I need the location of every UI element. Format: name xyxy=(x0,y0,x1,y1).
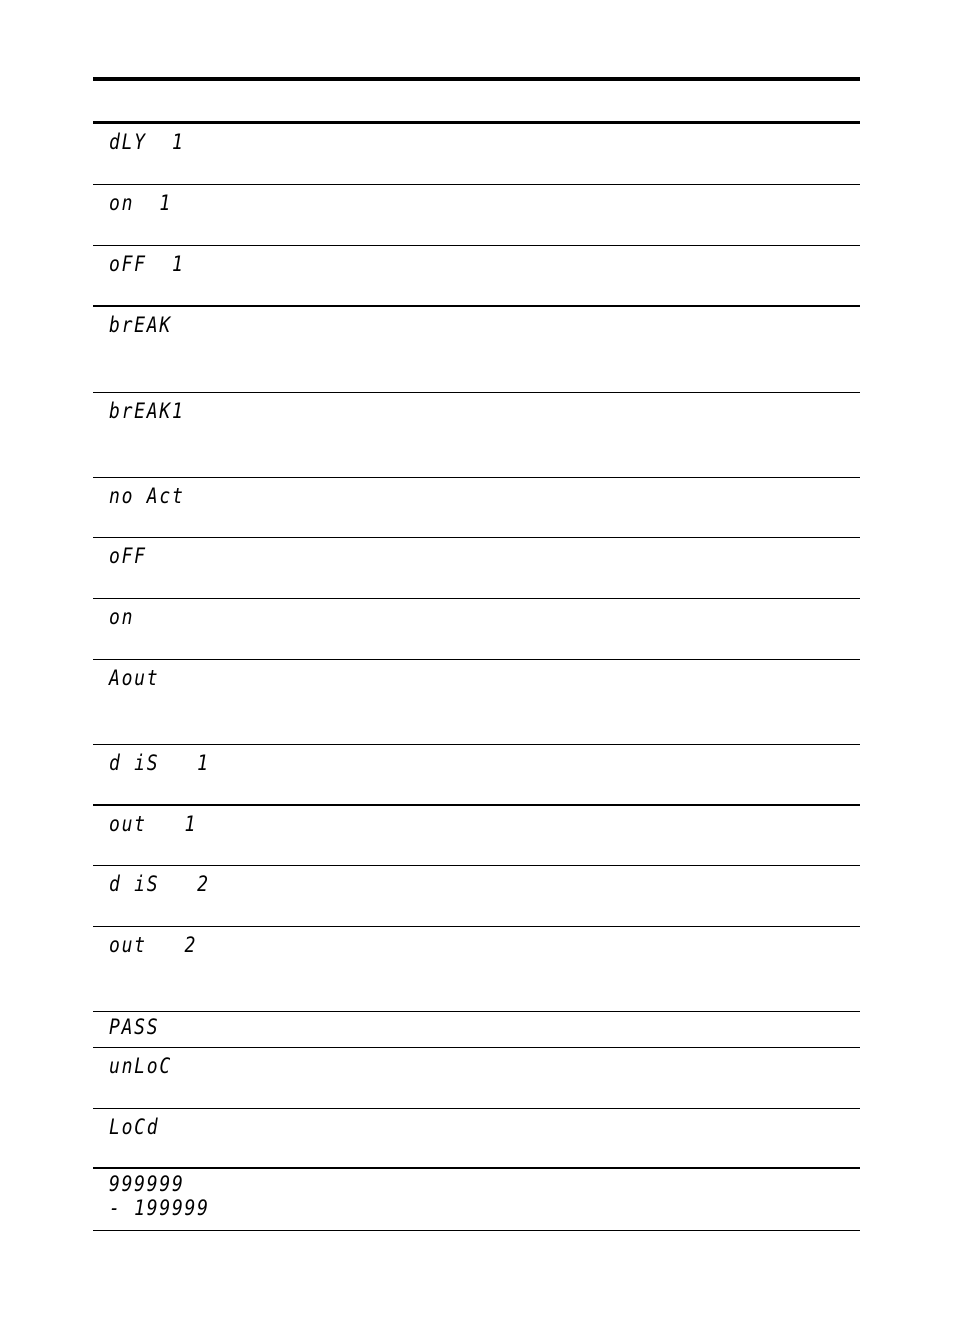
table-row xyxy=(93,866,860,927)
display-code: 999999 - 199999 xyxy=(109,1172,210,1220)
table-row xyxy=(93,1012,860,1048)
table-row xyxy=(93,124,860,185)
table-row xyxy=(93,660,860,745)
table-row xyxy=(93,1169,860,1231)
display-code: on 1 xyxy=(109,191,172,215)
display-code: on xyxy=(109,605,135,629)
table-row xyxy=(93,185,860,246)
display-code: LoCd xyxy=(109,1115,160,1139)
table-row xyxy=(93,927,860,1012)
display-code: out 1 xyxy=(109,812,198,836)
display-code: unLoC xyxy=(109,1054,172,1078)
display-code: d iS 1 xyxy=(109,751,210,775)
table-row xyxy=(93,806,860,866)
display-code: PASS xyxy=(109,1015,160,1039)
display-code: brEAK xyxy=(109,313,172,337)
table-row xyxy=(93,478,860,538)
table-row xyxy=(93,1109,860,1169)
table-row xyxy=(93,1048,860,1109)
display-code: d iS 2 xyxy=(109,872,210,896)
table-row xyxy=(93,745,860,806)
table-row xyxy=(93,538,860,599)
display-code: oFF 1 xyxy=(109,252,185,276)
display-code: dLY 1 xyxy=(109,130,185,154)
display-code: Aout xyxy=(109,666,160,690)
table-row xyxy=(93,246,860,307)
page-top-rule xyxy=(93,77,860,81)
table-row xyxy=(93,393,860,478)
table-row xyxy=(93,599,860,660)
display-code: no Act xyxy=(109,484,185,508)
display-code: out 2 xyxy=(109,933,198,957)
display-code: brEAK1 xyxy=(109,399,185,423)
display-code: oFF xyxy=(109,544,147,568)
parameter-table xyxy=(93,124,860,1231)
table-row xyxy=(93,307,860,393)
